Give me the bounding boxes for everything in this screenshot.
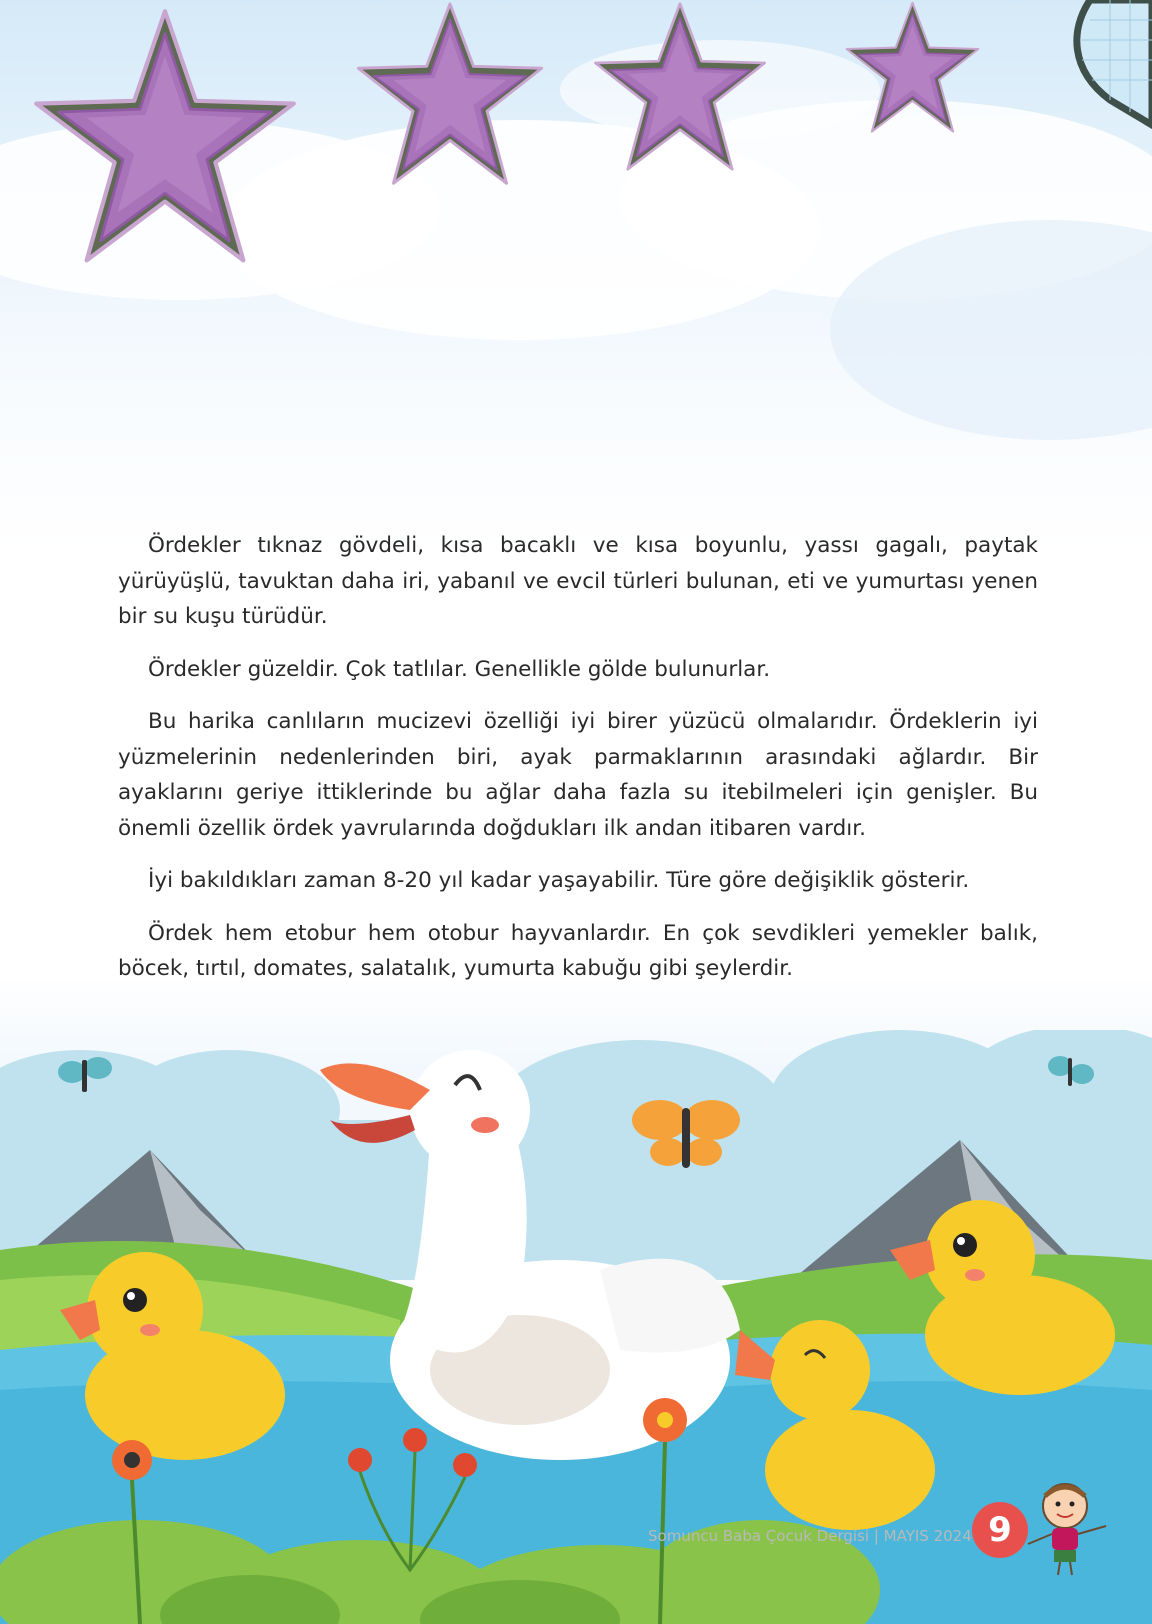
paragraph: Bu harika canlıların mucizevi özelliği iyi birer yüzücü olmalarıdır. Ördeklerin iyi yüzmelerinin nedenlerinden biri, ayak parmaklarının arasındaki ağlardır. Bir ayaklarını geriye ittiklerinde bu ağlar daha fazla su itebilmeleri için genişler. Bu önemli özellik ördek yavrularında doğdukları ilk andan itibaren vardır. — [118, 709, 1038, 841]
cartoon-kid-icon — [1020, 1478, 1130, 1578]
paragraph: Ördek hem etobur hem otobur hayvanlardır. En çok sevdikleri yemekler balık, böcek, tırtıl, domates, salatalık, yumurta kabuğu gibi şeylerdir. — [118, 920, 1038, 981]
net-hoop-icon — [1050, 0, 1152, 150]
article-body — [118, 528, 1038, 1004]
paragraph: İyi bakıldıkları zaman 8-20 yıl kadar yaşayabilir. Türe göre değişiklik gösterir. — [148, 868, 970, 893]
paragraph: Ördekler tıknaz gövdeli, kısa bacaklı ve kısa boyunlu, yassı gagalı, paytak yürüyüşlü, tavuktan daha iri, yabanıl ve evcil türleri bulunan, eti ve yumurtası yenen bir su kuşu türüdür. — [118, 533, 1038, 629]
paragraph: Ördekler güzeldir. Çok tatlılar. Genellikle gölde bulunurlar. — [148, 656, 771, 682]
star-icon — [580, 0, 780, 180]
star-icon — [340, 0, 560, 195]
footer-separator: | — [873, 1527, 879, 1545]
star-icon — [20, 0, 310, 280]
magazine-name: Somuncu Baba Çocuk Dergisi — [648, 1527, 870, 1545]
issue-date: MAYIS 2024 — [883, 1527, 972, 1545]
page-number: 9 — [972, 1502, 1028, 1558]
footer-magazine — [648, 1527, 972, 1545]
star-icon — [825, 0, 1000, 140]
